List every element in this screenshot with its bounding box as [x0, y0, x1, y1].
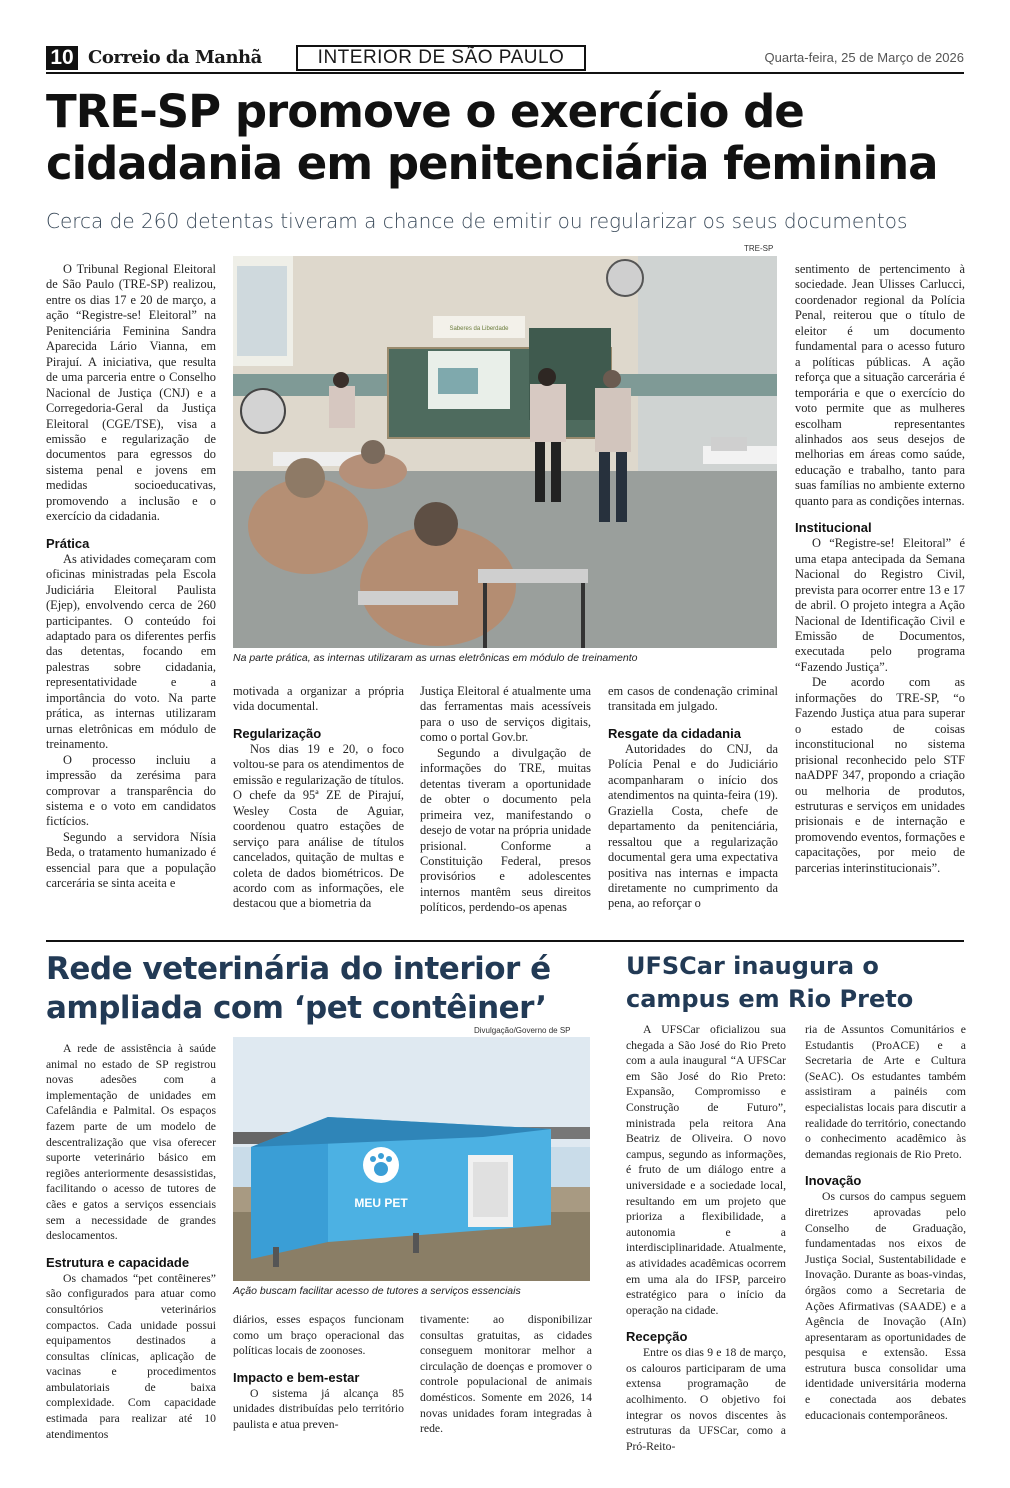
- article1-column-1: [46, 262, 216, 892]
- header-rule: [46, 72, 964, 74]
- article1-photo-caption: Na parte prática, as internas utilizaram as urnas eletrônicas em módulo de treinamento: [233, 652, 638, 664]
- paragraph: Autoridades do CNJ, da Polícia Penal e do Judiciário acompanharam o início dos atendimentos na quinta-feira (19). Graziella Costa, chefe de departamento da penitenciária, ressaltou que a regularização documental gera uma expectativa positiva nas internas e impacta diretamente no cumprimento da pena, ao reforçar o: [608, 741, 778, 911]
- article2-photo-credit: Divulgação/Governo de SP: [474, 1026, 571, 1035]
- paragraph: O “Registre-se! Eleitoral” é uma etapa antecipada da Semana Nacional do Registro Civil, prevista para ocorrer entre 13 e 17 de abril. O projeto integra a Ação Nacional de Identificação Civil e Emissão de Documentos, executada pelo programa “Fazendo Justiça”.: [795, 536, 965, 674]
- paragraph: diários, esses espaços funcionam como um braço operacional das políticas locais de zoonoses.: [233, 1313, 404, 1358]
- section-label: INTERIOR DE SÃO PAULO: [296, 45, 586, 71]
- paragraph: Segundo a servidora Nísia Beda, o tratamento humanizado é essencial para que a população carcerária se sinta aceita e: [46, 829, 216, 891]
- issue-date: Quarta-feira, 25 de Março de 2026: [764, 50, 964, 65]
- article1-photo: [233, 256, 777, 648]
- paragraph: De acordo com as informações do TRE-SP, “o Fazendo Justiça atua para superar o estado de coisas inconstitucional no sistema prisional reconhecido pelo STF naADPF 347, propondo a criação ou melhoria de produtos, estruturas e serviços em unidades prisionais e de internação e promovendo eventos, formações e capacitações, por meio de parcerias interinstitucionais”.: [795, 675, 965, 875]
- article2-photo: [233, 1037, 590, 1281]
- classroom-illustration: [233, 256, 777, 648]
- paragraph: As atividades começaram com oficinas ministradas pela Escola Judiciária Eleitoral Paulista (Ejep), envolvendo cerca de 260 participantes. O conteúdo foi adaptado para os diferentes perfis das detentas, focando em palestras sobre cidadania, representatividade e a importância do voto. Na parte prática, as internas utilizaram urnas eletrônicas em módulo de treinamento.: [46, 551, 216, 752]
- article-divider: [46, 940, 964, 942]
- article1-headline: TRE-SP promove o exercício de cidadania em penitenciária feminina: [46, 85, 938, 190]
- paragraph: A rede de assistência à saúde animal no estado de SP registrou novas adesões com a implementação de unidades em Cafelândia e Palmital. Os espaços fazem parte de um modelo de descentralização que visa oferecer suporte veterinário básico em regiões anteriormente desassistidas, facilitando o acesso de tutores de cães e gatos a serviços essenciais sem a necessidade de grandes deslocamentos.: [46, 1042, 216, 1243]
- article1-photo-credit: TRE-SP: [744, 244, 774, 253]
- article2-photo-caption: Ação buscam facilitar acesso de tutores a serviços essenciais: [233, 1285, 521, 1297]
- article3-column-2: [805, 1022, 966, 1423]
- subheading-impacto: Impacto e bem-estar: [233, 1369, 360, 1385]
- article2-column-2: [233, 1312, 404, 1433]
- masthead-logo[interactable]: Correio da Manhã: [88, 47, 262, 68]
- article1-subheadline: Cerca de 260 detentas tiveram a chance de emitir ou regularizar os seus documentos: [46, 209, 908, 233]
- article2-column-3: [420, 1312, 592, 1437]
- subheading-pratica: Prática: [46, 535, 90, 551]
- subheading-estrutura: Estrutura e capacidade: [46, 1254, 190, 1270]
- paragraph: ria de Assuntos Comunitários e Estudantis (ProACE) e a Secretaria de Arte e Cultura (SeAC). Os estudantes também assistiram a painéis com especialistas locais para discutir a realidade do território, conectando o conhecimento acadêmico às demandas regionais de Rio Preto.: [805, 1023, 966, 1161]
- subheading-resgate: Resgate da cidadania: [608, 725, 741, 741]
- photo-banner-text: Saberes da Liberdade: [449, 326, 509, 332]
- article3-column-1: [626, 1022, 786, 1454]
- article2-headline: Rede veterinária do interior é ampliada com ‘pet contêiner’: [46, 951, 551, 1026]
- subheading-inovacao: Inovação: [805, 1173, 862, 1189]
- paragraph: O processo incluiu a impressão da zerésima para comprovar a transparência do sistema e o voto em candidatos fictícios.: [46, 752, 216, 829]
- paragraph: Os chamados “pet contêineres” são configurados para atuar como consultórios veterinários compactos. Cada unidade possui equipamentos destinados a consultas clínicas, aplicação de vacinas e procedimentos ambulatoriais de baixa complexidade. Com capacidade estimada para realizar até 10 atendimentos: [46, 1271, 216, 1441]
- article1-column-2: [233, 684, 404, 912]
- paragraph: Justiça Eleitoral é atualmente uma das ferramentas mais acessíveis para o uso de serviços digitais, como o portal Gov.br.: [420, 684, 591, 745]
- article1-column-4: [608, 684, 778, 912]
- container-label: MEU PET: [354, 1196, 408, 1210]
- subheading-recepcao: Recepção: [626, 1329, 688, 1345]
- paragraph: O sistema já alcança 85 unidades distribuídas pelo território paulista e atua preven-: [233, 1386, 404, 1431]
- paragraph: Segundo a divulgação de informações do TRE, muitas detentas tiveram a oportunidade de obter o documento pela primeira vez, manifestando o desejo de votar na própria unidade prisional. Conforme a Constituição Federal, presos provisórios e adolescentes internos mantêm seus direitos políticos, perdendo-os apenas: [420, 745, 591, 915]
- paragraph: motivada a organizar a própria vida documental.: [233, 684, 404, 714]
- paragraph: Nos dias 19 e 20, o foco voltou-se para os atendimentos de emissão e regularização de títulos. O chefe da 95ª ZE de Pirajuí, Wesley Costa de Aguiar, coordenou quatro estações de serviço para análise de títulos cancelados, quitação de multas e coleta de dados biométricos. De acordo com as informações, ele destacou que a biometria da: [233, 741, 404, 911]
- paragraph: Entre os dias 9 e 18 de março, os calouros participaram de uma extensa programação de acolhimento. O objetivo foi integrar os novos discentes às estruturas da UFSCar, como a Pró-Reito-: [626, 1346, 786, 1453]
- article1-column-5: [795, 262, 965, 876]
- subheading-institucional: Institucional: [795, 520, 872, 536]
- page-number: 10: [46, 46, 78, 70]
- subheading-regularizacao: Regularização: [233, 725, 322, 741]
- paragraph: O Tribunal Regional Eleitoral de São Paulo (TRE-SP) realizou, entre os dias 17 e 20 de março, a ação “Registre-se! Eleitoral” na Penitenciária Feminina Sandra Aparecida Lário Vianna, em Pirajuí. A iniciativa, que resulta de uma parceria entre o Conselho Nacional de Justiça (CNJ) e a Corregedoria-Geral da Justiça Eleitoral (CGE/TSE), visa a emissão e regularização de documentos para egressos do sistema penal e jovens em medidas socioeducativas, promovendo a inclusão e o exercício da cidadania.: [46, 262, 216, 524]
- pet-container-illustration: [233, 1037, 590, 1281]
- article1-column-3: [420, 684, 591, 916]
- article3-headline: UFSCar inaugura o campus em Rio Preto: [626, 952, 914, 1013]
- paragraph: sentimento de pertencimento à sociedade. Jean Ulisses Carlucci, coordenador regional da Polícia Penal, reiterou que o título de eleitor é um documento fundamental para o acesso futuro a políticas públicas. A ação reforça que a situação carcerária é temporária e que o exercício do voto permite que as mulheres escolham representantes alinhados aos seus desejos de melhorias em áreas como saúde, educação e trabalho, tanto para suas famílias no ambiente externo quanto para as condições internas.: [795, 262, 965, 508]
- paragraph: tivamente: ao disponibilizar consultas gratuitas, as cidades conseguem monitorar melhor a circulação de doenças e promover o controle populacional de animais domésticos. Somente em 2026, 14 novas unidades foram integradas à rede.: [420, 1313, 592, 1436]
- article2-column-1: [46, 1041, 216, 1442]
- paragraph: em casos de condenação criminal transitada em julgado.: [608, 684, 778, 714]
- paragraph: A UFSCar oficializou sua chegada a São José do Rio Preto com a aula inaugural “A UFSCar em São José do Rio Preto: Expansão, Compromisso e Construção de Futuro”, ministrada pela reitora Ana Beatriz de Oliveira. O novo campus, segundo as informações, é fruto de um diálogo entre a universidade e a sociedade local, resultando em um projeto que prioriza a flexibilidade, a autonomia e a interdisciplinaridade. Atualmente, as atividades acadêmicas ocorrem em uma ala do IFSP, parceiro estratégico para o início da operação na cidade.: [626, 1023, 786, 1317]
- paragraph: Os cursos do campus seguem diretrizes aprovadas pelo Conselho de Graduação, fundamentadas nos eixos de Justiça Social, Sustentabilidade e Inovação. Durante as boas-vindas, órgãos como a Secretaria de Ações Afirmativas (SAADE) e a Agência de Inovação (AIn) apresentaram as oportunidades de pesquisa e extensão. Essa estrutura busca consolidar uma identidade universitária moderna e conectada aos debates educacionais contemporâneos.: [805, 1190, 966, 1422]
